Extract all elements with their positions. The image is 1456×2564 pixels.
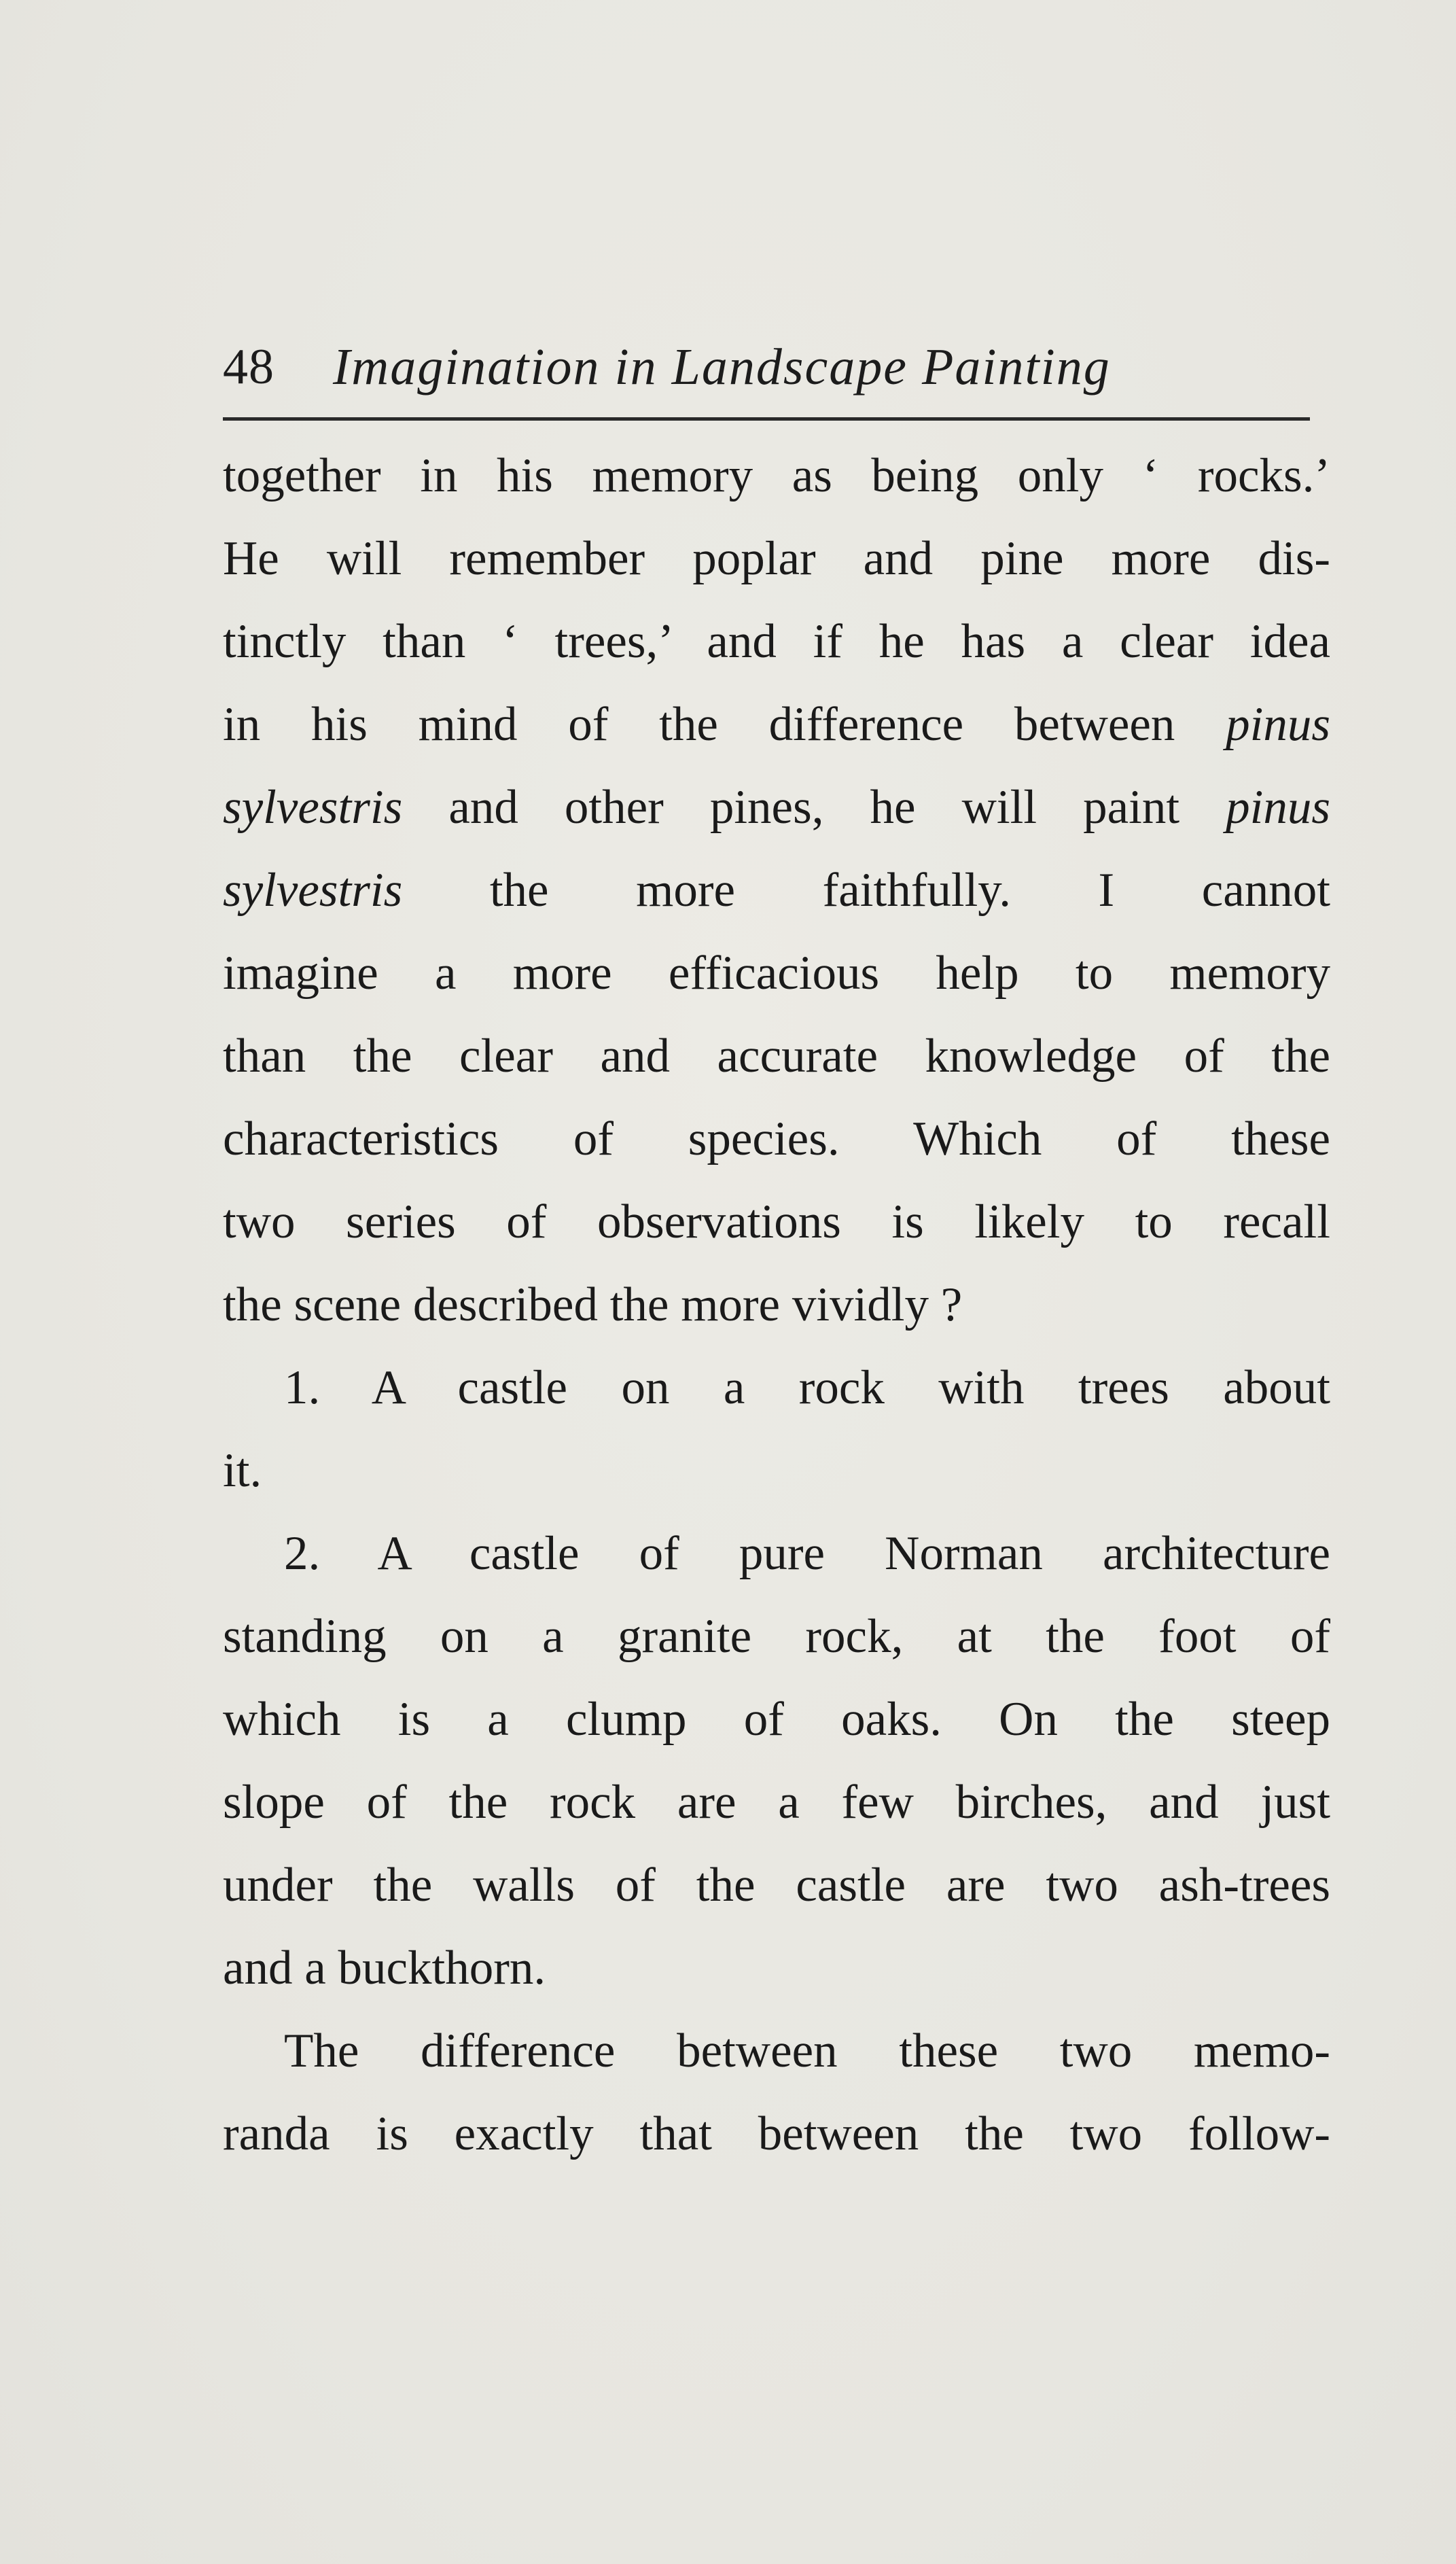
italic-term: pinus <box>1226 781 1330 834</box>
text-run: in his mind of the difference between <box>223 698 1175 751</box>
text-line: and a buckthorn. <box>223 1942 546 1995</box>
text-line: standing on a granite rock, at the foot of <box>223 1610 1330 1663</box>
text-line: randa is exactly that between the two follow- <box>223 2107 1330 2160</box>
text-line <box>223 773 1330 841</box>
text-line: imagine a more efficacious help to memory <box>223 947 1330 1000</box>
text-line: under the walls of the castle are two ash-trees <box>223 1859 1330 1912</box>
text-line: He will remember poplar and pine more dis- <box>223 532 1330 585</box>
italic-term: sylvestris <box>223 864 403 917</box>
text-line: which is a clump of oaks. On the steep <box>223 1693 1330 1746</box>
text-line: slope of the rock are a few birches, and just <box>223 1776 1330 1829</box>
text-line: two series of observations is likely to recall <box>223 1195 1330 1248</box>
text-line: characteristics of species. Which of these <box>223 1112 1330 1165</box>
text-run: and other pines, he will paint <box>448 781 1180 834</box>
header-rule <box>223 417 1310 421</box>
page-number: 48 <box>223 339 274 395</box>
italic-term: sylvestris <box>223 781 403 834</box>
text-line <box>223 690 1330 758</box>
text-line <box>223 856 1330 924</box>
text-line: tinctly than ‘ trees,’ and if he has a clear idea <box>223 615 1330 668</box>
text-run: the more faithfully. I cannot <box>489 864 1330 917</box>
list-item-2: 2. A castle of pure Norman architecture <box>284 1527 1330 1580</box>
text-line: than the clear and accurate knowledge of the <box>223 1030 1330 1083</box>
list-item-1: 1. A castle on a rock with trees about <box>284 1361 1330 1414</box>
italic-term: pinus <box>1226 698 1330 751</box>
text-line: it. <box>223 1444 262 1497</box>
running-header <box>223 333 1310 401</box>
text-line: together in his memory as being only ‘ rocks.’ <box>223 449 1330 502</box>
paragraph-start: The difference between these two memo- <box>284 2024 1330 2077</box>
running-title: Imagination in Landscape Painting <box>333 338 1111 396</box>
text-line: the scene described the more vividly ? <box>223 1278 963 1331</box>
